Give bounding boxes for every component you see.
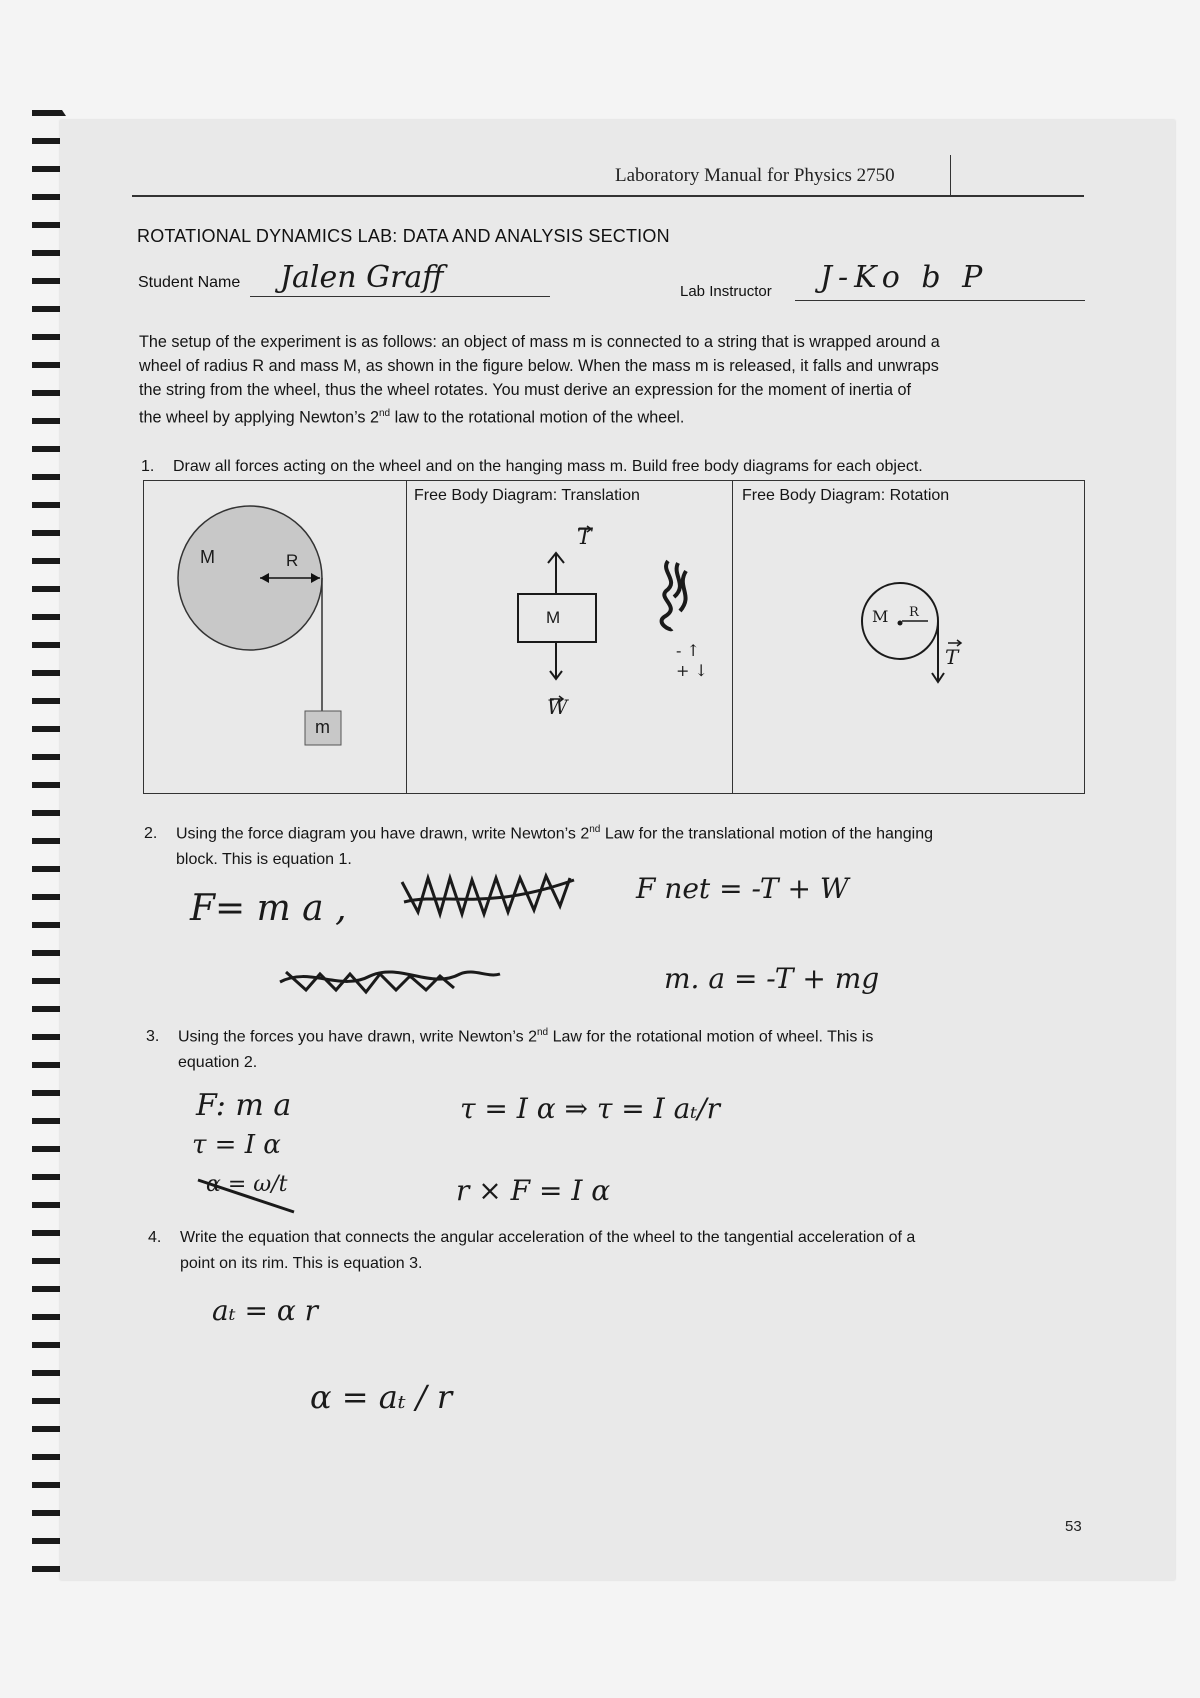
student-name-value[interactable]: Jalen Graff [280, 260, 444, 295]
lab-instructor-label: Lab Instructor [680, 283, 772, 300]
question-1 [141, 454, 923, 480]
block-label: M [546, 608, 561, 627]
lab-title: ROTATIONAL DYNAMICS LAB: DATA AND ANALYSIS SECTION [137, 226, 670, 246]
question-number: 1. [141, 458, 155, 475]
wheel-radius-label: R [286, 551, 299, 570]
translation-cell [406, 481, 733, 793]
tension-label: T [577, 525, 592, 550]
answer-2-line-3[interactable]: m. a = -T + mg [664, 962, 880, 995]
answer-3-line-3[interactable]: α = ω/t [206, 1172, 288, 1197]
rotation-tension-label: T [945, 645, 959, 669]
setup-figure [144, 481, 406, 793]
answer-4-line-2[interactable]: α = aₜ / r [310, 1378, 453, 1416]
answer-2-line-2[interactable]: F net = -T + W [636, 872, 849, 905]
running-head: Laboratory Manual for Physics 2750 [615, 165, 895, 186]
question-text: Using the force diagram you have drawn, write Newton’s 2 [176, 825, 590, 843]
wheel-mass-label: M [200, 547, 215, 567]
question-text: Draw all forces acting on the wheel and on the hanging mass m. Build free body diagrams for each object. [173, 458, 923, 475]
strike-through-mark [192, 1172, 302, 1216]
question-number: 3. [146, 1028, 160, 1046]
sign-convention-down: + ↓ [676, 661, 708, 680]
answer-3-line-2[interactable]: τ = I α [192, 1130, 281, 1160]
intro-text: the wheel by applying Newton’s 2 [139, 408, 379, 427]
answer-3-line-5[interactable]: r × F = I α [456, 1174, 611, 1207]
answer-2-line-1[interactable]: F= m a , [190, 888, 347, 929]
student-name-line [250, 296, 550, 297]
hanging-mass-label: m [315, 717, 330, 737]
intro-line: the string from the wheel, thus the wheel rotates. You must derive an expression for the moment of inertia of [139, 381, 912, 399]
intro-line [139, 402, 1079, 429]
fbd-table [143, 480, 1085, 794]
translation-header: Free Body Diagram: Translation [414, 487, 640, 504]
translation-diagram [406, 481, 732, 793]
rotation-header: Free Body Diagram: Rotation [742, 487, 950, 504]
rotation-radius-label: R [909, 605, 919, 620]
question-number: 4. [148, 1229, 162, 1246]
intro-line: wheel of radius R and mass M, as shown in the figure below. When the mass m is released, it falls and unwraps [139, 357, 939, 375]
scribble-out-mark [276, 958, 506, 998]
rotation-diagram [732, 481, 1084, 793]
superscript: nd [537, 1027, 549, 1038]
question-text: equation 2. [178, 1054, 258, 1072]
question-number: 2. [144, 825, 158, 843]
question-text: Using the forces you have drawn, write Newton’s 2 [178, 1028, 537, 1046]
header-rule [132, 195, 1084, 197]
student-name-label: Student Name [138, 274, 241, 291]
question-3 [146, 1020, 873, 1076]
scribble-out-mark [398, 862, 598, 932]
intro-paragraph [139, 330, 1079, 429]
superscript: nd [378, 408, 391, 419]
superscript: nd [589, 824, 601, 835]
answer-4-line-1[interactable]: aₜ = α r [212, 1294, 319, 1327]
answer-3-line-1[interactable]: F: m a [196, 1088, 292, 1123]
question-4 [148, 1225, 915, 1277]
lab-instructor-value[interactable]: J-Ko b P [820, 260, 989, 295]
intro-line: The setup of the experiment is as follows: an object of mass m is connected to a string that is wrapped around a [139, 333, 940, 351]
setup-figure-cell [144, 481, 407, 793]
question-text: Law for the rotational motion of wheel. This is [548, 1028, 874, 1046]
page-number: 53 [1065, 1518, 1082, 1535]
scribble-mark [662, 561, 686, 629]
question-text: block. This is equation 1. [176, 851, 352, 869]
question-text: Law for the translational motion of the hanging [600, 825, 934, 843]
intro-text: law to the rotational motion of the wheel. [390, 408, 685, 427]
lab-instructor-line [795, 300, 1085, 301]
weight-label: W [547, 695, 568, 719]
sign-convention-up: - ↑ [676, 641, 700, 660]
question-text: point on its rim. This is equation 3. [180, 1255, 423, 1272]
answer-3-line-4[interactable]: τ = I α ⇒ τ = I aₜ/r [460, 1092, 721, 1125]
header-divider [950, 155, 951, 197]
question-text: Write the equation that connects the angular acceleration of the wheel to the tangential acceleration of a [180, 1229, 916, 1246]
rotation-cell [732, 481, 1084, 793]
rotation-mass-label: M [872, 607, 889, 626]
